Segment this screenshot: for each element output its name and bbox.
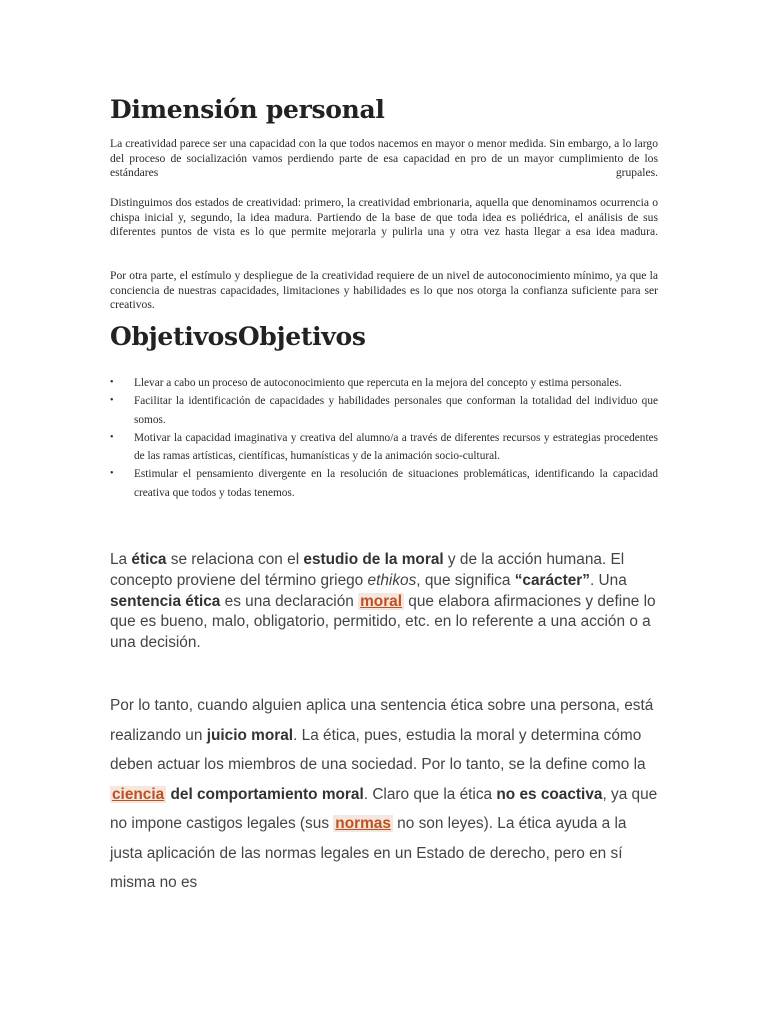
list-item [110,374,658,392]
text-run: se relaciona con el [166,551,304,568]
bold-term-sentencia-etica: sentencia ética [110,592,221,610]
list-item-text: Motivar la capacidad imaginativa y creativa del alumno/a a través de diferentes recursos y estrategias procedentes de las ramas artísticas, científicas, humanísticas y de la animación socio-cultural. [134,431,658,463]
objetivos-list [110,374,658,502]
list-item-text: Facilitar la identificación de capacidades y habilidades personales que conforman la totalidad del individuo que somos. [134,395,658,426]
paragraph-creatividad-intro: La creatividad parece ser una capacidad con la que todos nacemos en mayor o menor medida. Sin embargo, a lo largo del proceso de socialización vamos perdiendo parte de esa capacidad en pro de un mayor cumplimiento de los estándares grupales. [110,137,658,179]
text-run: . La ética, pues, estudia la moral y determina cómo deben actuar los miembros de una sociedad. Por lo tanto, se la define como la [110,726,646,773]
bullet-icon: • [110,468,114,480]
list-item [110,465,658,502]
text-run: , ya que no impone castigos legales (sus [110,785,658,832]
bold-term-etica: ética [131,551,167,568]
bold-term-caracter: “carácter” [514,571,590,589]
bold-term-comportamiento-moral: del comportamiento moral [170,785,364,803]
bold-term-estudio-moral: estudio de la moral [303,551,444,568]
list-item-text: Estimular el pensamiento divergente en la resolución de situaciones problemáticas, identificando la capacidad creativa que todos y todas tenemos. [134,468,658,499]
bold-term-juicio-moral: juicio moral [206,726,294,744]
text-run: La [110,551,132,568]
paragraph-etica-definicion [110,550,658,654]
link-normas[interactable]: normas [335,815,391,832]
section-title-dimension-personal: Dimensión personal [110,95,385,124]
link-moral[interactable]: moral [360,592,403,610]
paragraph-estimulo-creatividad: Por otra parte, el estímulo y despliegue de la creatividad requiere de un nivel de autoconocimiento mínimo, ya que la conciencia de nuestras capacidades, limitaciones y habilidades es lo que nos otorga la confianza suficiente para ser creativos. [110,269,658,311]
text-run: Por lo tanto, cuando alguien aplica una sentencia ética sobre una persona, está realizando un [110,697,654,744]
text-run: es una declaración [220,592,359,610]
bullet-icon: • [110,377,114,388]
link-ciencia[interactable]: ciencia [112,785,165,803]
bold-term-no-coactiva: no es coactiva [496,785,603,803]
bullet-icon: • [110,395,114,407]
italic-term-ethikos: ethikos [367,571,417,589]
list-item [110,392,658,429]
text-run: que elabora afirmaciones y define lo que es bueno, malo, obligatorio, permitido, etc. en lo referente a una acción o a una decisión. [110,592,656,652]
list-item-text: Llevar a cabo un proceso de autoconocimiento que repercuta en la mejora del concepto y estima personales. [134,377,622,389]
section-title-objetivos: ObjetivosObjetivos [110,322,366,351]
paragraph-juicio-moral [110,691,658,898]
text-run: no son leyes). La ética ayuda a la justa aplicación de las normas legales en un Estado de derecho, pero en sí misma no es [110,815,627,891]
paragraph-estados-creatividad: Distinguimos dos estados de creatividad: primero, la creatividad embrionaria, aquella que denominamos ocurrencia o chispa inicial y, segundo, la idea madura. Partiendo de la base de que toda idea es poliédrica, el análisis de sus diferentes puntos de vista es lo que permite mejorarla y pulirla una y otra vez hasta llegar a esa idea madura. [110,196,658,238]
text-run: . Claro que la ética [363,785,497,803]
list-item [110,429,658,466]
text-run: . Una [589,571,627,589]
text-run: , que significa [416,571,515,589]
text-run: y de la acción humana. El concepto proviene del término griego [110,551,625,589]
bullet-icon: • [110,431,114,443]
